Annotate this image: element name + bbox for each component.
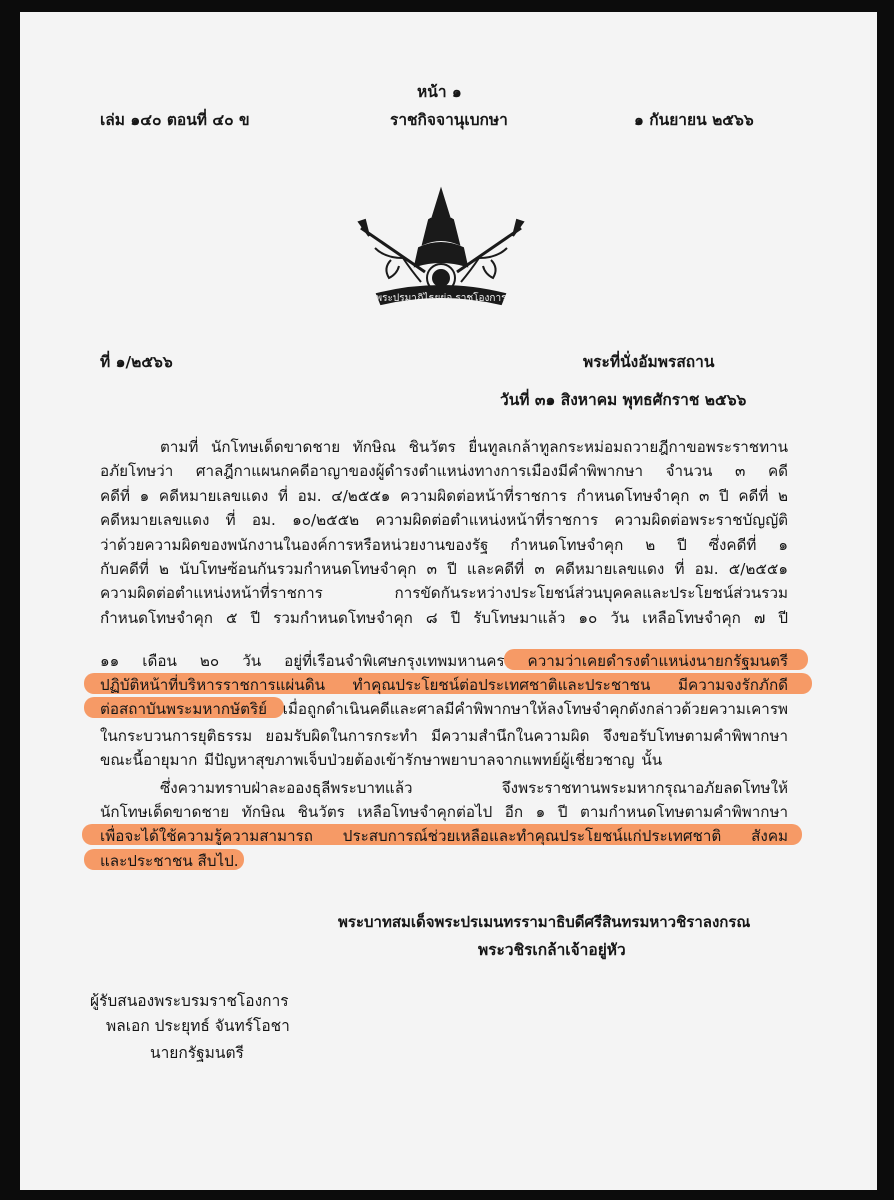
king-title: พระวชิรเกล้าเจ้าอยู่หัว [478,941,626,959]
body-line: และประชาชน สืบไป. [100,852,239,870]
body-line: ปฏิบัติหน้าที่บริหารราชการแผ่นดิน ทำคุณประโยชน์ต่อประเทศชาติและประชาชน มีความจงรักภักดี [100,676,788,694]
body-line: คดีที่ ๑ คดีหมายเลขแดง ที่ อม. ๔/๒๕๕๑ ความผิดต่อหน้าที่ราชการ กำหนดโทษจำคุก ๓ ปี คดีที่ ๒ [100,487,788,505]
body-line: ต่อสถาบันพระมหากษัตริย์ เมื่อถูกดำเนินคดีและศาลมีคำพิพากษาให้ลงโทษจำคุกดังกล่าวด้วยความเคารพ [100,700,788,718]
countersign-label: ผู้รับสนองพระบรมราชโองการ [90,992,289,1010]
issue-date: วันที่ ๓๑ สิงหาคม พุทธศักราช ๒๕๖๖ [500,391,747,409]
gazette-volume: เล่ม ๑๔๐ ตอนที่ ๔๐ ข [100,111,250,129]
body-line: เพื่อจะได้ใช้ความรู้ความสามารถ ประสบการณ์ช่วยเหลือและทำคุณประโยชน์แก่ประเทศชาติ สังคม [100,827,788,845]
countersign-name: พลเอก ประยุทธ์ จันทร์โอชา [106,1017,290,1035]
body-line: ๑๑ เดือน ๒๐ วัน อยู่ที่เรือนจำพิเศษกรุงเทพมหานคร ความว่าเคยดำรงตำแหน่งนายกรัฐมนตรี [100,652,788,670]
page-number: หน้า ๑ [417,83,462,101]
body-line: ความผิดต่อตำแหน่งหน้าที่ราชการ การขัดกันระหว่างประโยชน์ส่วนบุคคลและประโยชน์ส่วนรวม [100,584,788,602]
body-line: ซึ่งความทราบฝ่าละอองธุลีพระบาทแล้ว จึงพระราชทานพระมหากรุณาอภัยลดโทษให้ [160,779,788,797]
king-name: พระบาทสมเด็จพระปรเมนทรรามาธิบดีศรีสินทรมหาวชิราลงกรณ [338,913,751,931]
body-line: ตามที่ นักโทษเด็ดขาดชาย ทักษิณ ชินวัตร ยื่นทูลเกล้าทูลกระหม่อมถวายฎีกาขอพระราชทาน [160,438,788,456]
document-number: ที่ ๑/๒๕๖๖ [100,353,173,371]
emblem-ribbon-text: พระปรมาภิไธยย่อ ราชโองการ [375,293,507,304]
body-line: ขณะนี้อายุมาก มีปัญหาสุขภาพเจ็บป่วยต้องเข้ารักษาพยาบาลจากแพทย์ผู้เชี่ยวชาญ นั้น [100,751,663,769]
royal-crown-emblem-icon [355,186,527,314]
gazette-title: ราชกิจจานุเบกษา [390,111,508,129]
body-line: กำหนดโทษจำคุก ๕ ปี รวมกำหนดโทษจำคุก ๘ ปี รับโทษมาแล้ว ๑๐ วัน เหลือโทษจำคุก ๗ ปี [100,609,788,627]
body-line: ในกระบวนการยุติธรรม ยอมรับผิดในการกระทำ มีความสำนึกในความผิด จึงขอรับโทษตามคำพิพากษา [100,727,788,745]
body-line: อภัยโทษว่า ศาลฎีกาแผนกคดีอาญาของผู้ดำรงตำแหน่งทางการเมืองมีคำพิพากษา จำนวน ๓ คดี [100,462,788,480]
body-line: คดีหมายเลขแดง ที่ อม. ๑๐/๒๕๕๒ ความผิดต่อตำแหน่งหน้าที่ราชการ ความผิดต่อพระราชบัญญัติ [100,511,788,529]
body-line: กับคดีที่ ๒ นับโทษซ้อนกันรวมกำหนดโทษจำคุก ๓ ปี และคดีที่ ๓ คดีหมายเลขแดง ที่ อม. ๕/๒๕๕๑ [100,560,788,578]
gazette-date: ๑ กันยายน ๒๕๖๖ [634,111,754,129]
issue-place: พระที่นั่งอัมพรสถาน [583,353,715,371]
body-line: นักโทษเด็ดขาดชาย ทักษิณ ชินวัตร เหลือโทษจำคุกต่อไป อีก ๑ ปี ตามกำหนดโทษตามคำพิพากษา [100,803,788,821]
body-line: ว่าด้วยความผิดของพนักงานในองค์การหรือหน่วยงานของรัฐ กำหนดโทษจำคุก ๒ ปี ซึ่งคดีที่ ๑ [100,536,788,554]
countersign-position: นายกรัฐมนตรี [150,1044,244,1062]
